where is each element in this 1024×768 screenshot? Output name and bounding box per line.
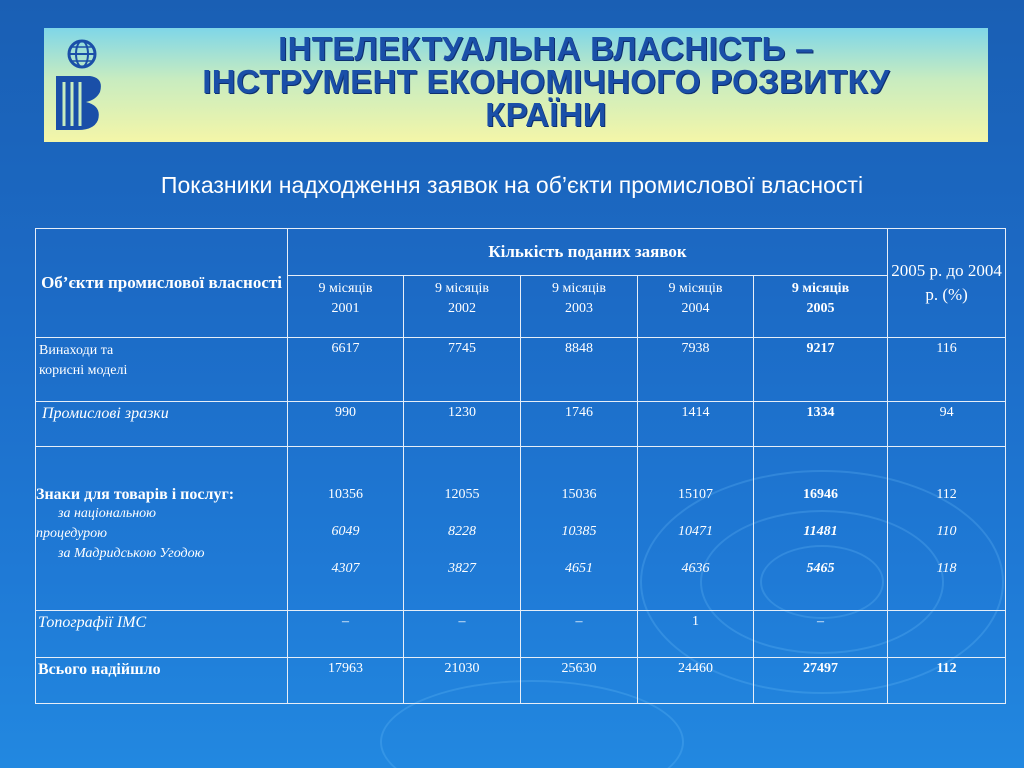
table-cell bbox=[521, 447, 638, 611]
period-year: 2004 bbox=[681, 301, 710, 316]
table-cell bbox=[888, 447, 1006, 611]
table-cell: – bbox=[404, 611, 521, 658]
table-row-topographies bbox=[36, 611, 1006, 658]
table-cell bbox=[638, 447, 754, 611]
period-label: 9 місяців bbox=[668, 281, 723, 296]
period-label: 9 місяців bbox=[791, 281, 850, 296]
row-label-total: Всього надійшло bbox=[36, 658, 288, 704]
period-year: 2002 bbox=[448, 301, 476, 316]
period-label: 9 місяців bbox=[435, 281, 489, 296]
period-year: 2005 bbox=[806, 301, 835, 316]
cell-value: 15107 bbox=[678, 487, 713, 502]
table-row-total bbox=[36, 658, 1006, 704]
table-cell: 112 bbox=[888, 658, 1006, 704]
row-label-trademarks bbox=[36, 447, 288, 611]
period-header bbox=[638, 276, 754, 338]
table-cell: – bbox=[754, 611, 888, 658]
table-cell: 24460 bbox=[638, 658, 754, 704]
table-cell: – bbox=[288, 611, 404, 658]
period-year: 2003 bbox=[565, 301, 593, 316]
table-cell: – bbox=[521, 611, 638, 658]
title-line: КРАЇНИ bbox=[485, 96, 607, 133]
table-cell bbox=[754, 447, 888, 611]
cell-value: 10385 bbox=[561, 524, 597, 539]
table-cell: 94 bbox=[888, 402, 1006, 447]
globe-stripes-logo-icon bbox=[52, 34, 106, 134]
objects-column-header: Об’єкти промислової власності bbox=[36, 229, 288, 338]
cell-value: 118 bbox=[936, 561, 957, 576]
table-cell: 7745 bbox=[404, 338, 521, 402]
table-subtitle: Показники надходження заявок на об’єкти промислової власності bbox=[160, 172, 864, 198]
cell-value: 16946 bbox=[803, 487, 839, 502]
table-cell: 1746 bbox=[521, 402, 638, 447]
row-label-designs: Промислові зразки bbox=[36, 402, 288, 447]
table-cell: 1334 bbox=[754, 402, 888, 447]
table-row-inventions bbox=[36, 338, 1006, 402]
cell-value: 4651 bbox=[565, 561, 593, 576]
table-cell bbox=[288, 447, 404, 611]
cell-value: 10471 bbox=[678, 524, 713, 539]
table-cell bbox=[888, 611, 1006, 658]
row-sublabel: процедурою bbox=[36, 526, 108, 541]
table-cell: 990 bbox=[288, 402, 404, 447]
cell-value: 12055 bbox=[444, 487, 480, 502]
period-header bbox=[288, 276, 404, 338]
table-row-designs bbox=[36, 402, 1006, 447]
cell-value: 15036 bbox=[561, 487, 597, 502]
cell-value: 5465 bbox=[806, 561, 835, 576]
table-cell: 1230 bbox=[404, 402, 521, 447]
period-year: 2001 bbox=[331, 301, 360, 316]
row-sublabel: за Мадридською Угодою bbox=[58, 546, 205, 561]
cell-value: 4307 bbox=[331, 561, 360, 576]
table-cell: 116 bbox=[888, 338, 1006, 402]
table-row-trademarks bbox=[36, 447, 1006, 611]
table-cell: 9217 bbox=[754, 338, 888, 402]
period-header bbox=[404, 276, 521, 338]
cell-value: 112 bbox=[936, 487, 957, 502]
period-header bbox=[754, 276, 888, 338]
cell-value: 8228 bbox=[448, 524, 476, 539]
table-cell: 7938 bbox=[638, 338, 754, 402]
header-banner bbox=[44, 28, 988, 142]
row-label-line: корисні моделі bbox=[39, 363, 128, 378]
cell-value: 6049 bbox=[331, 524, 360, 539]
applications-table bbox=[35, 228, 1006, 704]
period-header bbox=[521, 276, 638, 338]
table-cell: 17963 bbox=[288, 658, 404, 704]
table-cell bbox=[404, 447, 521, 611]
cell-value: 3827 bbox=[448, 561, 476, 576]
table-cell: 25630 bbox=[521, 658, 638, 704]
cell-value: 10356 bbox=[328, 487, 363, 502]
ratio-column-header: 2005 р. до 2004 р. (%) bbox=[888, 229, 1006, 338]
table-cell: 1 bbox=[638, 611, 754, 658]
row-label-inventions bbox=[36, 338, 288, 402]
table-cell: 6617 bbox=[288, 338, 404, 402]
table-cell: 27497 bbox=[754, 658, 888, 704]
title-line: ІНТЕЛЕКТУАЛЬНА ВЛАСНІСТЬ – bbox=[278, 30, 814, 67]
row-label-topographies: Топографії ІМС bbox=[36, 611, 288, 658]
cell-value: 4636 bbox=[681, 561, 710, 576]
period-label: 9 місяців bbox=[318, 281, 373, 296]
title-line: ІНСТРУМЕНТ ЕКОНОМІЧНОГО РОЗВИТКУ bbox=[202, 63, 890, 100]
cell-value: 110 bbox=[936, 524, 957, 539]
count-column-header: Кількість поданих заявок bbox=[288, 229, 888, 276]
table-cell: 1414 bbox=[638, 402, 754, 447]
row-label-line: Винаходи та bbox=[39, 343, 114, 358]
table-header-row bbox=[36, 229, 1006, 276]
table-cell: 21030 bbox=[404, 658, 521, 704]
period-label: 9 місяців bbox=[552, 281, 606, 296]
table-cell: 8848 bbox=[521, 338, 638, 402]
row-sublabel: за національною bbox=[58, 506, 157, 521]
page-title bbox=[104, 32, 988, 131]
cell-value: 11481 bbox=[803, 524, 838, 539]
row-label-line: Знаки для товарів і послуг: bbox=[36, 486, 235, 503]
